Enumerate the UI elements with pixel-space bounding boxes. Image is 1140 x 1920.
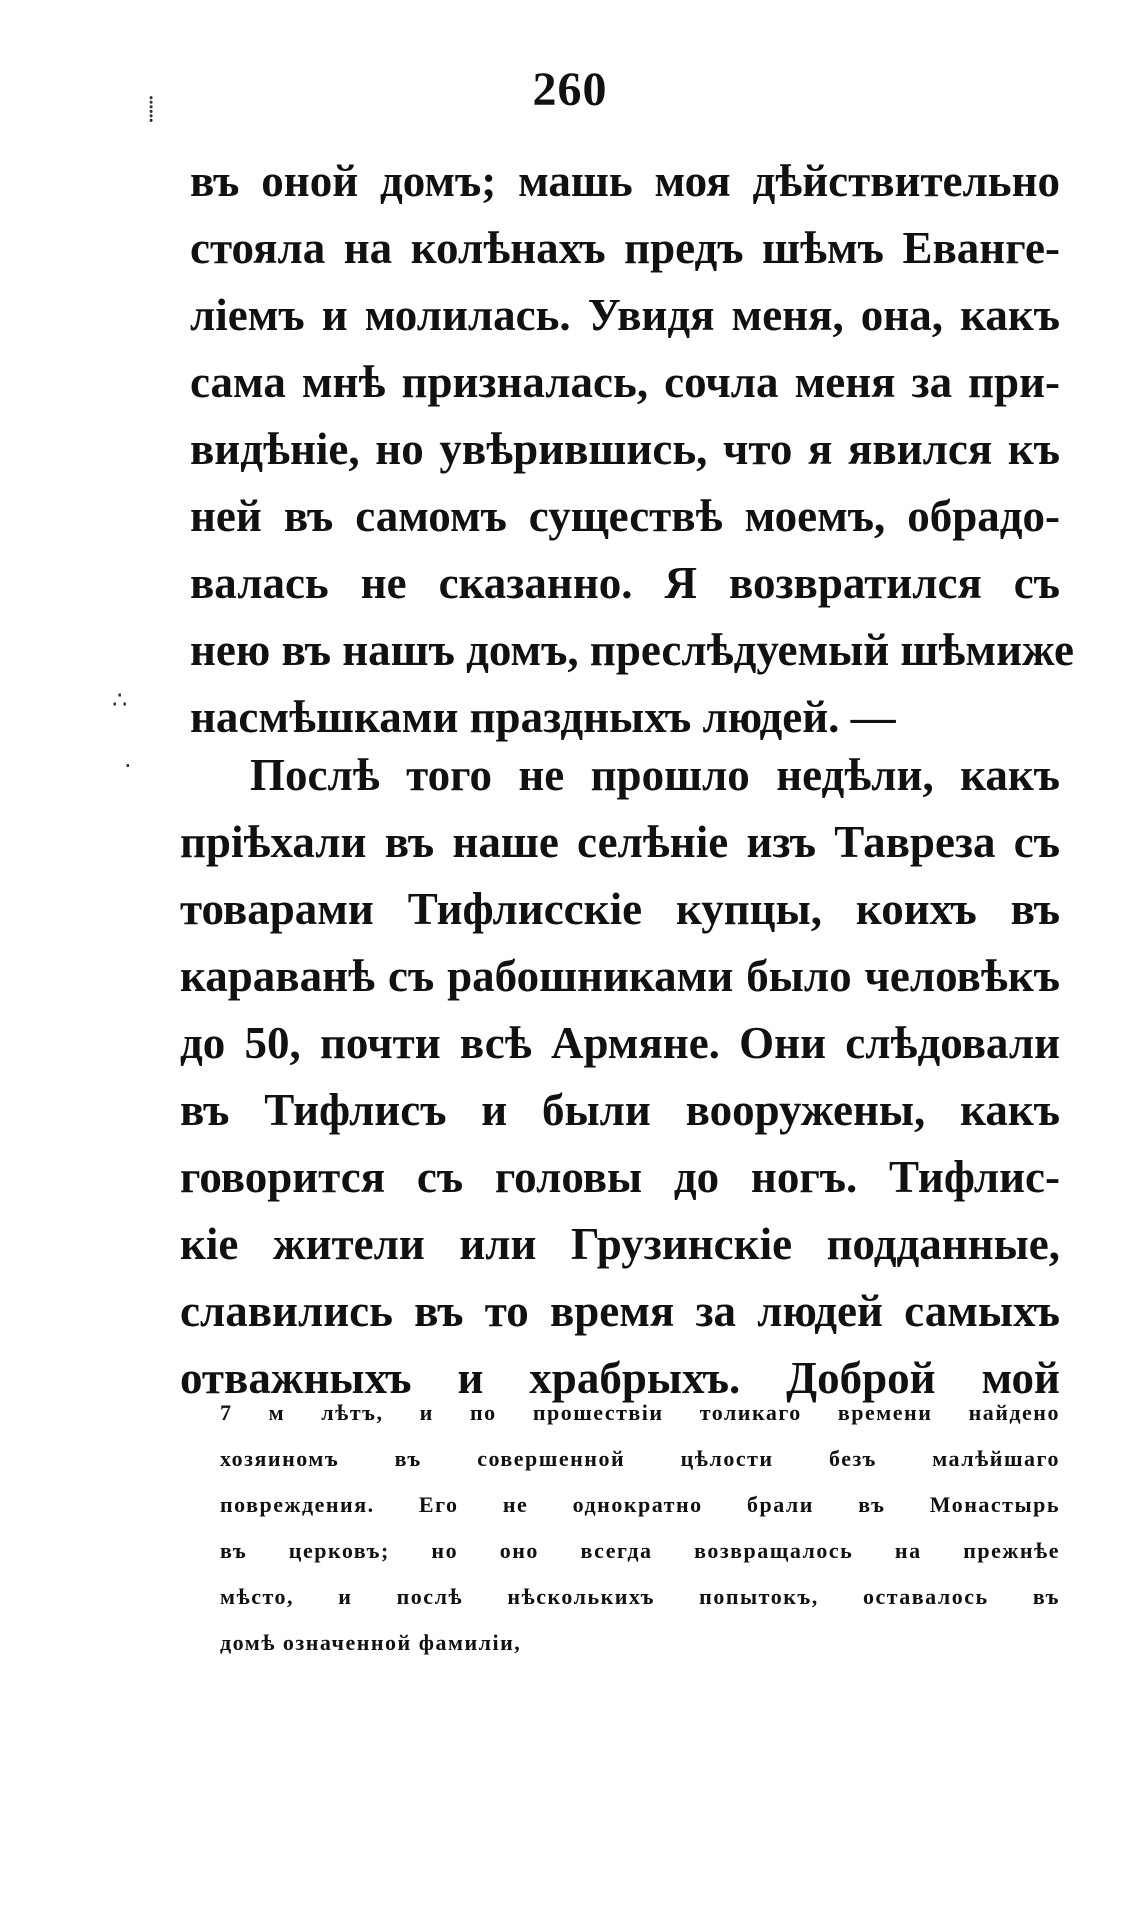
text-line: говорится съ головы до ногъ. Тифлис- — [180, 1152, 1060, 1202]
margin-mark: ∴ — [112, 686, 128, 714]
text-line: нею въ нашъ домъ, преслѣдуемый шѣмиже — [190, 625, 1075, 675]
text-line: въ Тифлисъ и были вооружены, какъ — [180, 1085, 1060, 1135]
text-line: валась не сказанно. Я возвратился съ — [190, 558, 1060, 608]
text-line: кіе жители или Грузинскіе подданные, — [180, 1219, 1060, 1269]
footnote-line: 7 м лѣтъ, и по прошествіи толикаго времени найдено — [220, 1400, 1060, 1425]
text-line: караванѣ съ рабошниками было человѣкъ — [180, 951, 1060, 1001]
footnote-line: хозяиномъ въ совершенной цѣлости безъ малѣйшаго — [220, 1446, 1060, 1471]
footnote-line: домѣ означенной фамиліи, — [220, 1630, 522, 1655]
margin-mark: · — [124, 752, 132, 780]
text-line: товарами Тифлисскіе купцы, коихъ въ — [180, 884, 1060, 934]
text-line: въ оной домъ; машь моя дѣйствительно — [190, 156, 1060, 206]
footnote — [220, 1390, 1060, 1666]
paragraph-2 — [180, 742, 1060, 1412]
text-line: до 50, почти всѣ Армяне. Они слѣдовали — [180, 1018, 1060, 1068]
text-line: сама мнѣ призналась, сочла меня за при- — [190, 357, 1060, 407]
text-line: ней въ самомъ существѣ моемъ, обрадо- — [190, 491, 1060, 541]
text-line: славились въ то время за людей самыхъ — [180, 1286, 1060, 1336]
text-line: пріѣхали въ наше селѣніе изъ Тавреза съ — [180, 817, 1060, 867]
text-line: стояла на колѣнахъ предъ шѣмъ Еванге- — [190, 223, 1060, 273]
page-number: 260 — [532, 63, 608, 116]
text-line: отважныхъ и храбрыхъ. Доброй мой — [180, 1353, 1060, 1403]
footnote-line: мѣсто, и послѣ нѣсколькихъ попытокъ, оставалось въ — [220, 1584, 1060, 1609]
footnote-line: повреждения. Его не однократно брали въ Монастырь — [220, 1492, 1060, 1517]
paragraph-1 — [190, 148, 1075, 751]
text-line: видѣніе, но увѣрившись, что я явился къ — [190, 424, 1060, 474]
text-line: Послѣ того не прошло недѣли, какъ — [250, 750, 1060, 800]
text-line: насмѣшками праздныхъ людей. — — [190, 692, 896, 742]
margin-mark: ⸽ — [148, 95, 155, 123]
text-line: ліемъ и молилась. Увидя меня, она, какъ — [190, 290, 1060, 340]
footnote-line: въ церковъ; но оно всегда возвращалось на прежнѣе — [220, 1538, 1060, 1563]
